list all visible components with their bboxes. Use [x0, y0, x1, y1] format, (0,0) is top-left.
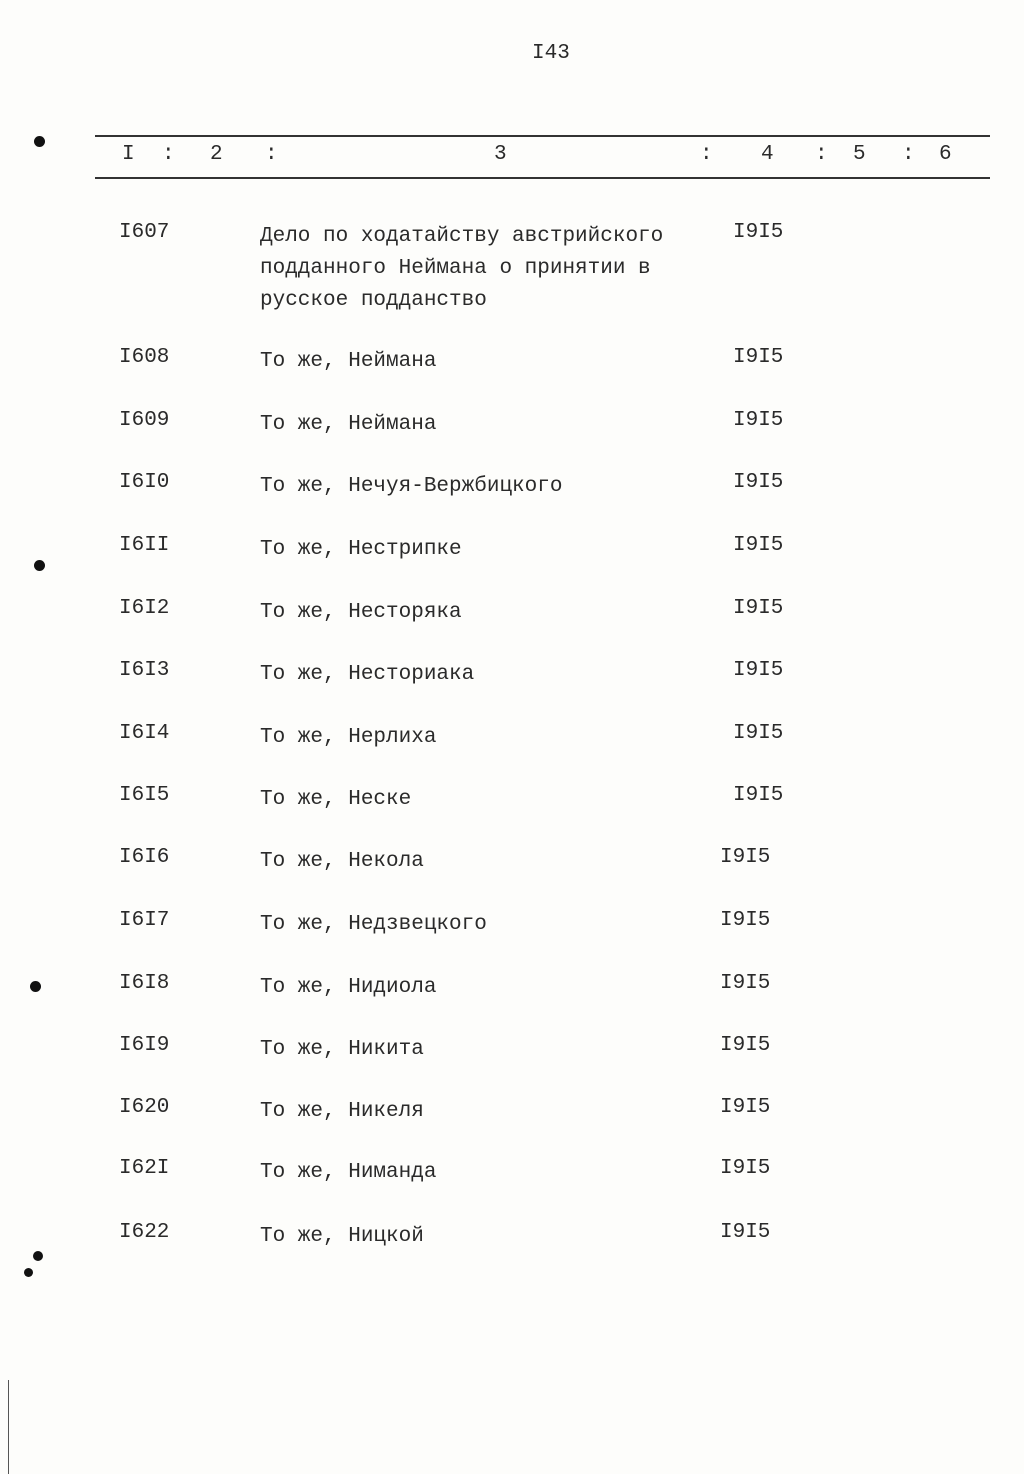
case-title: То же, Никеля: [260, 1100, 424, 1123]
case-year: I9I5: [720, 846, 771, 869]
case-title: То же, Нечуя-Вержбицкого: [260, 475, 563, 498]
case-title: Дело по ходатайству австрийского подданного Неймана о принятии в русское подданство: [260, 225, 664, 312]
case-number: I609: [119, 409, 170, 432]
case-number: I6I0: [119, 471, 170, 494]
header-col-1: I: [122, 143, 135, 166]
case-title: То же, Нерлиха: [260, 726, 437, 749]
header-col-5: 5: [853, 143, 866, 166]
header-top-rule: [95, 135, 990, 137]
case-number: I608: [119, 346, 170, 369]
case-title: То же, Несторяка: [260, 601, 462, 624]
page-number: I43: [532, 42, 570, 65]
case-year: I9I5: [720, 909, 771, 932]
binding-hole-mark: [24, 1268, 33, 1277]
case-year: I9I5: [733, 534, 784, 557]
case-title: То же, Ницкой: [260, 1225, 424, 1248]
header-separator: :: [162, 143, 175, 166]
header-col-4: 4: [761, 143, 774, 166]
case-title: То же, Недзвецкого: [260, 913, 487, 936]
header-col-2: 2: [210, 143, 223, 166]
case-year: I9I5: [720, 972, 771, 995]
case-number: I622: [119, 1221, 170, 1244]
case-title: То же, Несториака: [260, 663, 475, 686]
case-year: I9I5: [733, 409, 784, 432]
case-year: I9I5: [733, 221, 784, 244]
case-number: I6I4: [119, 722, 170, 745]
case-title: То же, Никита: [260, 1038, 424, 1061]
case-year: I9I5: [720, 1221, 771, 1244]
case-year: I9I5: [733, 659, 784, 682]
case-title: То же, Нидиола: [260, 976, 437, 999]
case-number: I620: [119, 1096, 170, 1119]
case-year: I9I5: [733, 471, 784, 494]
case-year: I9I5: [733, 784, 784, 807]
case-number: I6I9: [119, 1034, 170, 1057]
case-title: То же, Нестрипке: [260, 538, 462, 561]
header-col-6: 6: [939, 143, 952, 166]
case-number: I6I7: [119, 909, 170, 932]
case-title: То же, Ниманда: [260, 1161, 437, 1184]
case-year: I9I5: [733, 722, 784, 745]
case-number: I6I3: [119, 659, 170, 682]
case-year: I9I5: [720, 1034, 771, 1057]
header-separator: :: [700, 143, 713, 166]
binding-hole-mark: [33, 1251, 43, 1261]
header-bottom-rule: [95, 177, 990, 179]
case-title: То же, Некола: [260, 850, 424, 873]
case-title: То же, Неймана: [260, 350, 437, 373]
binding-hole-mark: [34, 560, 45, 571]
case-number: I6I2: [119, 597, 170, 620]
case-title: То же, Неске: [260, 788, 412, 811]
case-number: I6I6: [119, 846, 170, 869]
header-col-3: 3: [494, 143, 507, 166]
header-separator: :: [815, 143, 828, 166]
case-number: I6I8: [119, 972, 170, 995]
binding-hole-mark: [30, 981, 41, 992]
case-number: I6I5: [119, 784, 170, 807]
case-year: I9I5: [720, 1096, 771, 1119]
case-year: I9I5: [720, 1157, 771, 1180]
case-title: То же, Неймана: [260, 413, 437, 436]
case-number: I62I: [119, 1157, 170, 1180]
header-separator: :: [902, 143, 915, 166]
header-separator: :: [265, 143, 278, 166]
scan-edge-line: [8, 1380, 9, 1474]
case-number: I6II: [119, 534, 170, 557]
case-number: I607: [119, 221, 170, 244]
case-year: I9I5: [733, 346, 784, 369]
case-year: I9I5: [733, 597, 784, 620]
binding-hole-mark: [34, 136, 45, 147]
